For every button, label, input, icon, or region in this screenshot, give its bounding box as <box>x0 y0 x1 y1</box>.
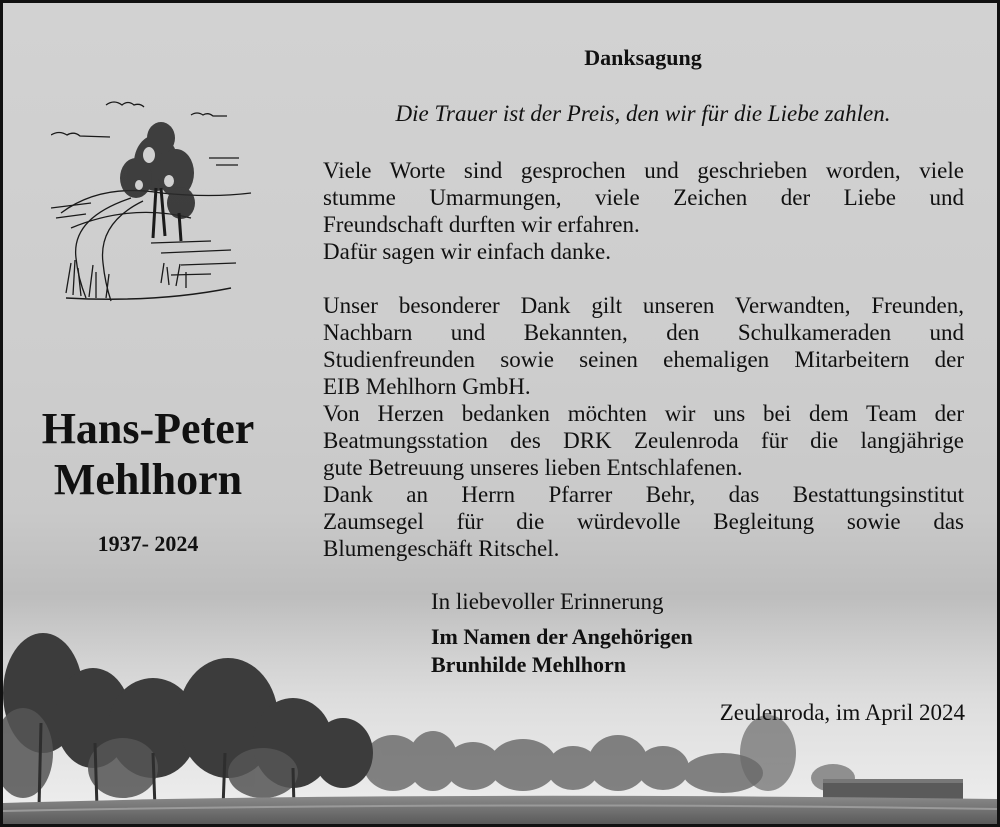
motto: Die Trauer ist der Preis, den wir für die Liebe zahlen. <box>395 101 891 126</box>
text-line: Dafür sagen wir einfach danke. <box>323 239 612 264</box>
deceased-first-name: Hans-Peter <box>41 404 255 453</box>
text-line: Viele Worte sind gesprochen und geschrieben worden, viele <box>323 158 964 183</box>
text-line: Studienfreunden sowie seinen ehemaligen Mitarbeitern der <box>323 347 964 372</box>
signature-block <box>431 623 693 679</box>
deceased-last-name: Mehlhorn <box>53 455 243 504</box>
signatory-name: Brunhilde Mehlhorn <box>431 652 626 677</box>
notice-title: Danksagung <box>584 45 702 70</box>
text-line: Blumengeschäft Ritschel. <box>323 536 560 561</box>
text-line: Unser besonderer Dank gilt unseren Verwandten, Freunden, <box>323 293 964 318</box>
text-line: Von Herzen bedanken möchten wir uns bei dem Team der <box>323 401 964 426</box>
text-line: Nachbarn und Bekannten, den Schulkameraden und <box>323 320 964 345</box>
text-line: gute Betreuung unseres lieben Entschlafenen. <box>323 455 743 480</box>
memory-line: In liebevoller Erinnerung <box>431 589 664 614</box>
tree-path-drawing <box>51 93 261 313</box>
place-date: Zeulenroda, im April 2024 <box>719 700 965 725</box>
text-line: Freundschaft durften wir erfahren. <box>323 212 640 237</box>
thanks-paragraph-1 <box>323 157 964 265</box>
text-line: EIB Mehlhorn GmbH. <box>323 374 531 399</box>
text-line: Beatmungsstation des DRK Zeulenroda für die langjährige <box>323 428 964 453</box>
text-line: Zaumsegel für die würdevolle Begleitung sowie das <box>323 509 964 534</box>
behalf-line: Im Namen der Angehörigen <box>431 624 693 649</box>
life-dates: 1937- 2024 <box>97 531 199 556</box>
text-line: Dank an Herrn Pfarrer Behr, das Bestattungsinstitut <box>323 482 964 507</box>
text-line: stumme Umarmungen, viele Zeichen der Liebe und <box>323 185 964 210</box>
thanks-paragraph-2 <box>323 292 964 562</box>
deceased-name <box>13 403 283 505</box>
